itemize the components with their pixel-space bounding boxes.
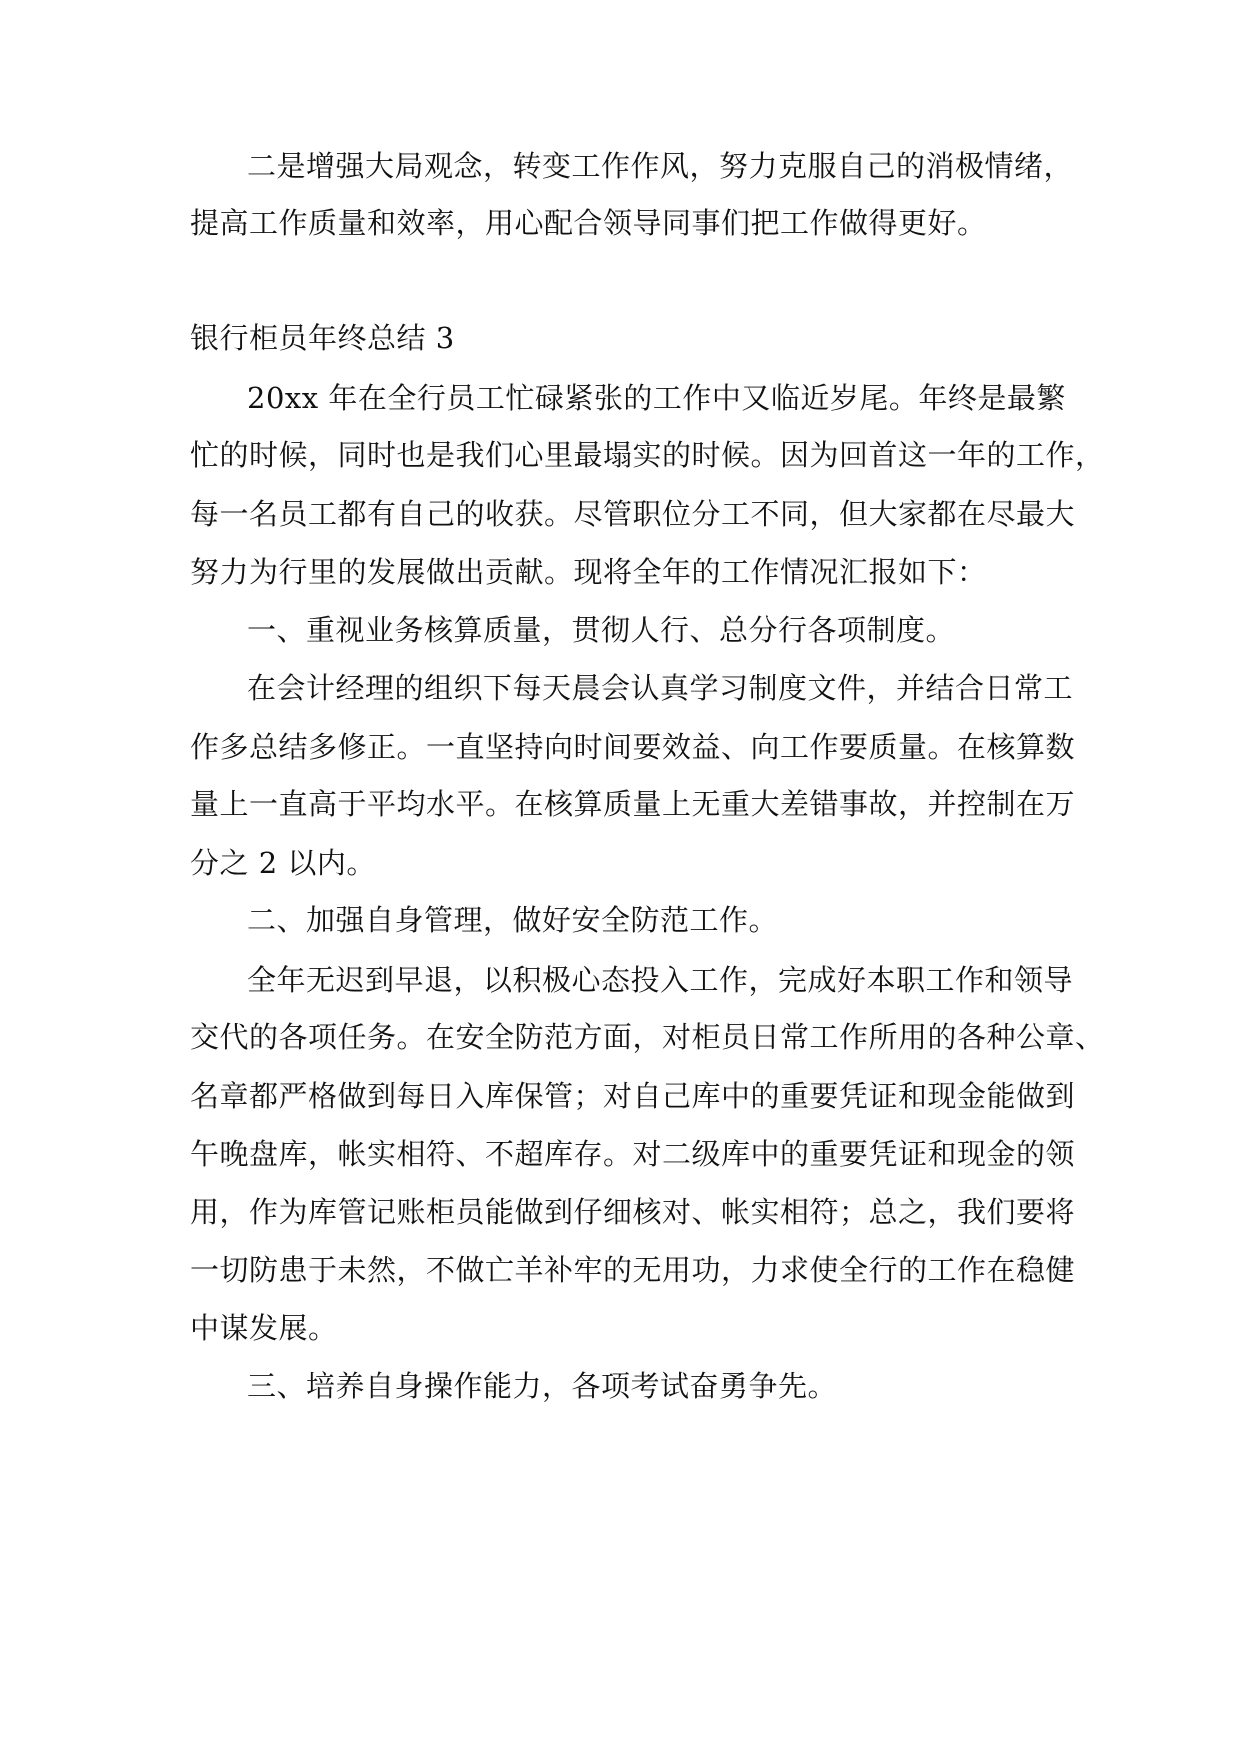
paragraph-line: 量上一直高于平均水平。在核算质量上无重大差错事故，并控制在万 bbox=[190, 787, 1076, 821]
paragraph-line: 作多总结多修正。一直坚持向时间要效益、向工作要质量。在核算数 bbox=[190, 730, 1076, 764]
paragraph-line: 名章都严格做到每日入库保管；对自己库中的重要凭证和现金能做到 bbox=[190, 1079, 1076, 1113]
paragraph-line: 中谋发展。 bbox=[190, 1311, 338, 1345]
paragraph-line: 全年无迟到早退，以积极心态投入工作，完成好本职工作和领导 bbox=[247, 963, 1074, 997]
paragraph-line: 忙的时候，同时也是我们心里最塌实的时候。因为回首这一年的工作， bbox=[190, 438, 1105, 472]
paragraph-line: 分之 2 以内。 bbox=[190, 846, 376, 880]
paragraph-line: 在会计经理的组织下每天晨会认真学习制度文件，并结合日常工 bbox=[247, 671, 1074, 705]
paragraph-line: 努力为行里的发展做出贡献。现将全年的工作情况汇报如下： bbox=[190, 555, 987, 589]
subheading-line: 二、加强自身管理，做好安全防范工作。 bbox=[247, 903, 779, 937]
paragraph-line: 午晚盘库，帐实相符、不超库存。对二级库中的重要凭证和现金的领 bbox=[190, 1137, 1076, 1171]
paragraph-line: 每一名员工都有自己的收获。尽管职位分工不同，但大家都在尽最大 bbox=[190, 497, 1076, 531]
paragraph-line: 二是增强大局观念，转变工作作风，努力克服自己的消极情绪， bbox=[247, 149, 1074, 183]
paragraph-line: 提高工作质量和效率，用心配合领导同事们把工作做得更好。 bbox=[190, 206, 987, 240]
paragraph-line: 一切防患于未然，不做亡羊补牢的无用功，力求使全行的工作在稳健 bbox=[190, 1253, 1076, 1287]
paragraph-line: 用，作为库管记账柜员能做到仔细核对、帐实相符；总之，我们要将 bbox=[190, 1195, 1076, 1229]
subheading-line: 一、重视业务核算质量，贯彻人行、总分行各项制度。 bbox=[247, 613, 956, 647]
subheading-line: 三、培养自身操作能力，各项考试奋勇争先。 bbox=[247, 1369, 838, 1403]
section-heading: 银行柜员年终总结 3 bbox=[190, 321, 455, 355]
paragraph-line: 交代的各项任务。在安全防范方面，对柜员日常工作所用的各种公章、 bbox=[190, 1020, 1105, 1054]
paragraph-line: 20xx 年在全行员工忙碌紧张的工作中又临近岁尾。年终是最繁 bbox=[247, 381, 1066, 415]
